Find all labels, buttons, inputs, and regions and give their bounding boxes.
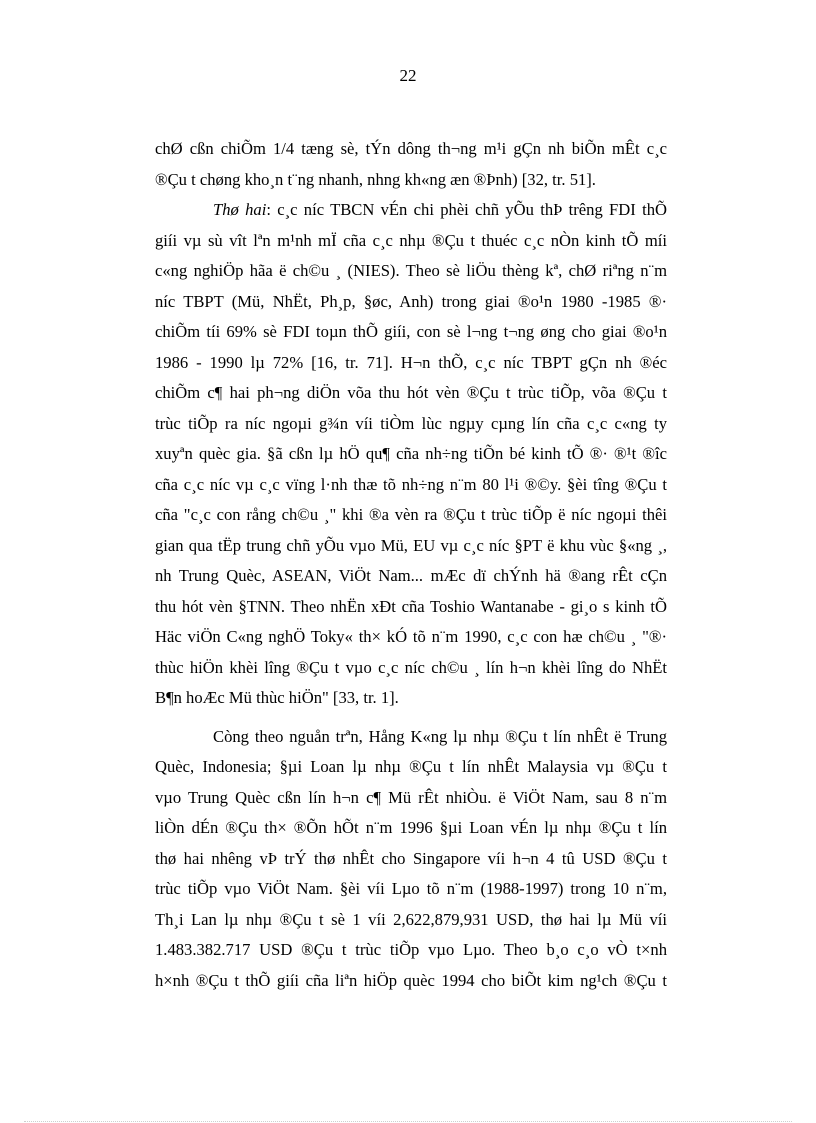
text-line: thø hai nhêng vÞ trÝ thø nhÊt cho Singapore víi h¬n 4 tû USD ®Çu t [155, 848, 667, 868]
text-line: thùc hiÖn khèi lîng ®Çu t vµo c¸c níc ch©u ¸ lín h¬n khèi lîng do NhËt [155, 657, 667, 677]
text-line: cña c¸c níc vµ c¸c vïng l·nh thæ tõ nh÷ng n¨m 80 l¹i ®©y. §èi tîng ®Çu t [155, 474, 667, 494]
text-line: cña "c¸c con rång ch©u ¸" khi ®a vèn ra ®Çu t trùc tiÕp ë níc ngoµi thêi [155, 505, 667, 524]
text-line: Còng theo nguån trªn, Hång K«ng lµ nhµ ®Çu t lín nhÊt ë Trung [213, 726, 667, 746]
document-body [155, 134, 667, 996]
paragraph-3 [155, 722, 667, 997]
text-line: Th¸i Lan lµ nhµ ®Çu t sè 1 víi 2,622,879,931 USD, thø hai lµ Mü víi [155, 909, 667, 929]
paragraph-2 [155, 195, 667, 714]
text-line: 1.483.382.717 USD ®Çu t trùc tiÕp vµo Lµo. Theo b¸o c¸o vÒ t×nh [155, 940, 667, 959]
paragraph-gap [155, 714, 667, 722]
text-line [155, 195, 667, 226]
text-line: thu hót vèn §TNN. Theo nhËn xÐt cña Toshio Wantanabe - gi¸o s kinh tÕ [155, 596, 667, 616]
text-line: 1986 - 1990 lµ 72% [16, tr. 71]. H¬n thÕ, c¸c níc TBPT gÇn nh ®éc [155, 352, 667, 372]
text-line: giíi vµ sù vît lªn m¹nh mÏ cña c¸c nhµ ®Çu t thuéc c¸c nÒn kinh tÕ míi [155, 230, 667, 250]
text-line: chiÕm c¶ hai ph¬ng diÖn võa thu hót vèn ®Çu t trùc tiÕp, võa ®Çu t [155, 383, 667, 402]
text-line: liÒn dÉn ®Çu th× ®Õn hÕt n¨m 1996 §µi Loan vÉn lµ nhµ ®Çu t lín [155, 818, 667, 837]
text-line: xuyªn quèc gia. §ã cßn lµ hÖ qu¶ cña nh÷ng tiÕn bé kinh tÕ ®· ®¹t ®îc [155, 444, 667, 463]
text-line: níc TBPT (Mü, NhËt, Ph¸p, §øc, Anh) trong giai ®o¹n 1980 -1985 ®· [155, 291, 667, 311]
text-line: chiÕm tíi 69% sè FDI toµn thÕ giíi, con sè l¬ng t¬ng øng cho giai ®o¹n [155, 322, 667, 341]
page-number: 22 [399, 66, 417, 85]
text-line: trùc tiÕp vµo ViÖt Nam. §èi víi Lµo tõ n¨m (1988-1997) trong 10 n¨m, [155, 879, 667, 898]
paragraph-1 [155, 134, 667, 195]
text-line: ®Çu t chøng kho¸n t¨ng nhanh, nhng kh«ng æn ®Þnh) [32, tr. 51]. [155, 169, 596, 189]
text-line: Häc viÖn C«ng nghÖ Toky« th× kÓ tõ n¨m 1990, c¸c con hæ ch©u ¸ "®· [155, 627, 667, 646]
text-line: B¶n hoÆc Mü thùc hiÖn" [33, tr. 1]. [155, 688, 399, 707]
text-line: trùc tiÕp ra níc ngoµi g¾n víi tiÒm lùc ngµy cµng lín cña c¸c c«ng ty [155, 413, 667, 433]
text-line: nh Trung Quèc, ASEAN, ViÖt Nam... mÆc dï chÝnh hä ®ang rÊt cÇn [155, 566, 667, 585]
text-line: c«ng nghiÖp hãa ë ch©u ¸ (NIES). Theo sè liÖu thèng kª, chØ riªng n¨m [155, 261, 667, 280]
page-bottom-divider [24, 1121, 792, 1122]
text-line: h×nh ®Çu t thÕ giíi cña liªn hiÖp quèc 1994 cho biÕt kim ng¹ch ®Çu t [155, 970, 667, 990]
text-line: gian qua tËp trung chñ yÕu vµo Mü, EU vµ c¸c níc §PT ë khu vùc §«ng ¸, [155, 535, 667, 555]
lead-italic: Thø hai [213, 200, 267, 219]
text-line: vµo Trung Quèc cßn lín h¬n c¶ Mü rÊt nhiÒu. ë ViÖt Nam, sau 8 n¨m [155, 787, 667, 807]
text-line: Quèc, Indonesia; §µi Loan lµ nhµ ®Çu t lín nhÊt Malaysia vµ ®Çu t [155, 757, 667, 776]
text-line: chØ cßn chiÕm 1/4 tæng sè, tÝn dông th¬ng m¹i gÇn nh biÕn mÊt c¸c [155, 139, 667, 158]
lead-text: : c¸c níc TBCN vÉn chi phèi chñ yÕu thÞ trêng FDI thÕ [266, 200, 667, 219]
